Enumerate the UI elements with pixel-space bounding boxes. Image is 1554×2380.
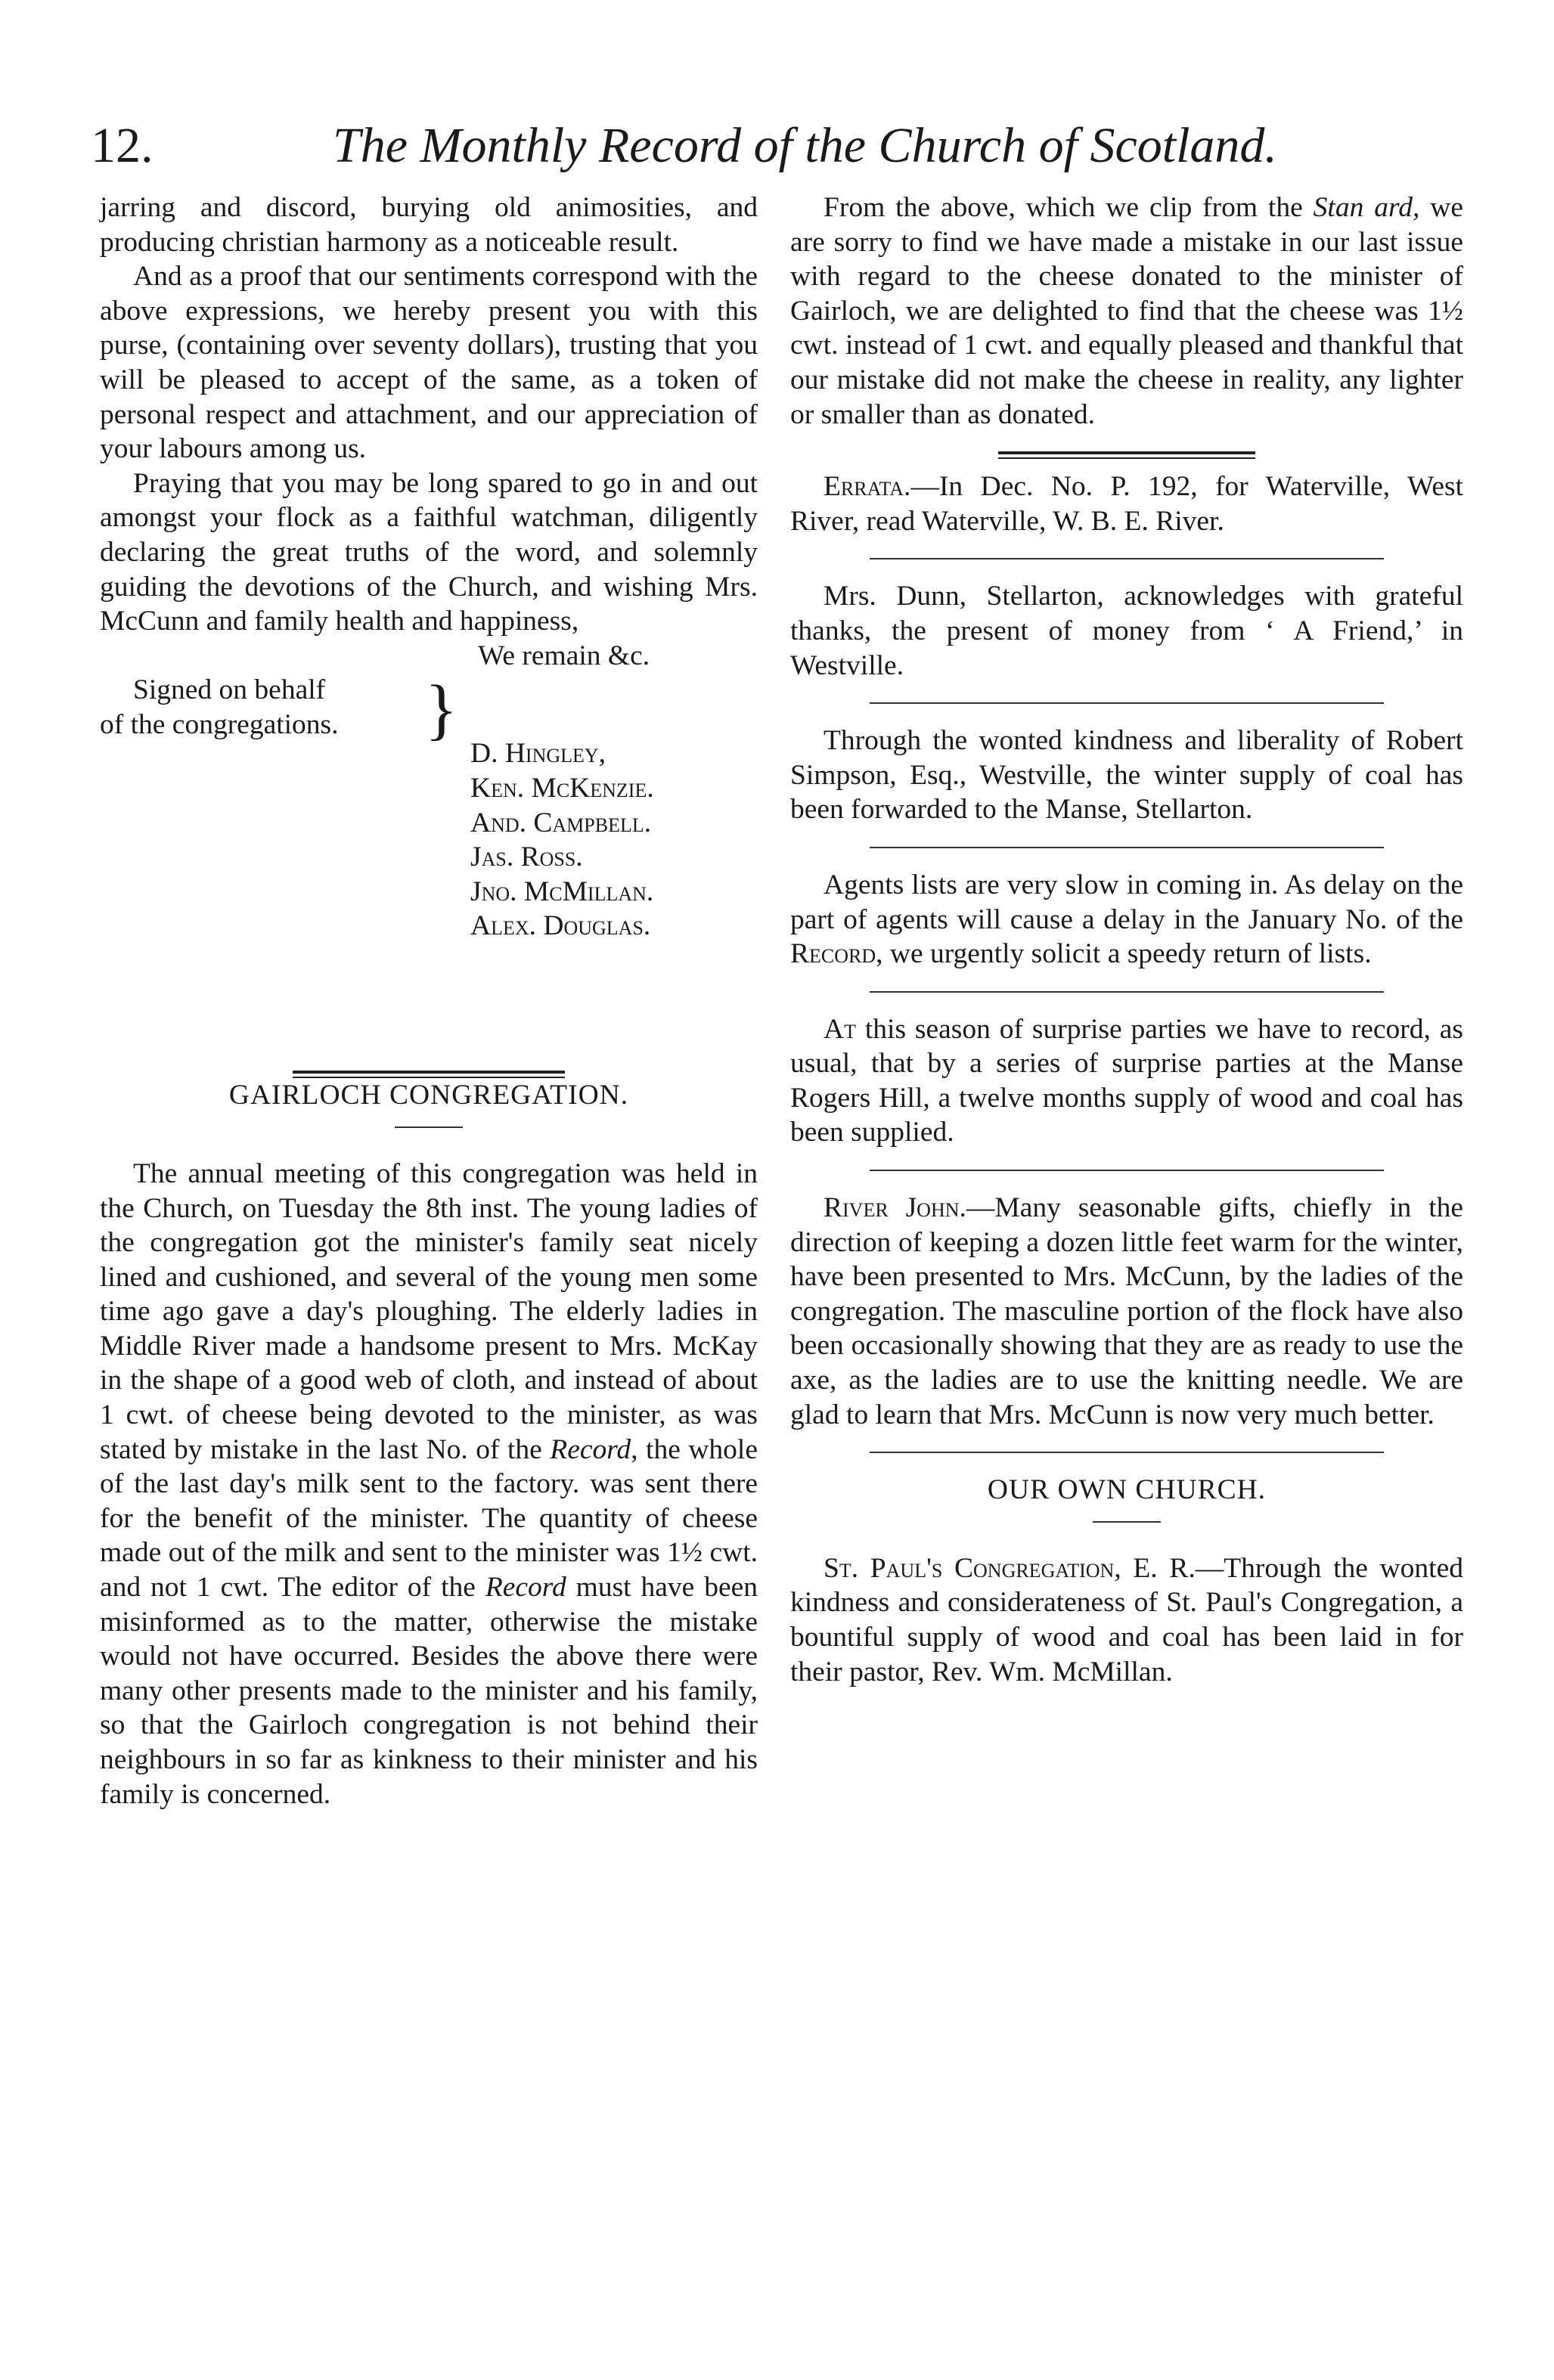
rule — [870, 558, 1384, 559]
our-own-church-heading: OUR OWN CHURCH. — [987, 1474, 1267, 1506]
surprise-parties-notice: At this season of surprise parties we have to record, as usual, that by a series of surprise parties at the Manse Rogers Hill, a twelve months supply of wood and coal has been supplied. — [790, 1013, 1463, 1148]
left-column — [100, 191, 758, 1811]
journal-title: The Monthly Record of the Church of Scotland. — [333, 118, 1277, 173]
signatory: Jno. McMillan. — [470, 875, 654, 907]
brace-symbol: } — [425, 672, 458, 748]
river-john-notice: River John.—Many seasonable gifts, chiefly in the direction of keeping a dozen little feet warm for the winter, have been presented to Mrs. McCunn, by the ladies of the congregation. The masculine portion of the flock have also been occasionally showing that they are as ready to use the axe, as the ladies are to use the knitting needle. We are glad to learn that Mrs. McCunn is now very much better. — [790, 1192, 1464, 1430]
standard-correction: From the above, which we clip from the Stan ard, we are sorry to find we have made a mistake in our last issue with regard to the cheese donated to the minister of Gairloch, we are delighted to find that the cheese was 1½ cwt. instead of 1 cwt. and equally pleased and thankful that our mistake did not make the cheese in reality, any lighter or smaller than as donated. — [790, 192, 1463, 430]
gairloch-article: The annual meeting of this congregation was held in the Church, on Tuesday the 8th inst. The young ladies of the congregation got the minister's family seat nicely lined and cushioned, and several of the young men some time ago gave a day's ploughing. The elderly ladies in Middle River made a handsome present to Mrs. McKay in the shape of a good web of cloth, and instead of about 1 cwt. of cheese being devoted to the minister, as was stated by mistake in the last No. of the Record, the whole of the last day's milk sent to the factory. was sent there for the benefit of the minister. The quantity of cheese made out of the milk and sent to the minister was 1½ cwt. and not 1 cwt. The editor of the Record must have been misinformed as to the matter, otherwise the mistake would not have occurred. Besides the above there were many other presents made to the minister and his family, so that the Gairloch congregation is not behind their neighbours in so far as kinkness to their minister and his family is concerned. — [100, 1157, 758, 1810]
st-pauls-notice: St. Paul's Congregation, E. R.—Through the wonted kindness and considerateness of St. Paul's Congregation, a bountiful supply of wood and coal has been laid in for their pastor, Rev. Wm. McMillan. — [790, 1552, 1463, 1687]
errata-notice: Errata.—In Dec. No. P. 192, for Waterville, West River, read Waterville, W. B. E. River. — [790, 471, 1463, 537]
closing-line: We remain &c. — [478, 640, 650, 671]
rule — [870, 702, 1384, 704]
right-column — [790, 191, 1463, 1689]
address-paragraph-2: And as a proof that our sentiments correspond with the above expressions, we hereby present you with this purse, (containing over seventy dollars), trusting that you will be pleased to accept of the same, as a token of personal respect and attachment, and our appreciation of your labours among us. — [100, 261, 758, 465]
simpson-notice: Through the wonted kindness and liberality of Robert Simpson, Esq., Westville, the winter supply of coal has been forwarded to the Manse, Stellarton. — [790, 725, 1463, 826]
rule — [870, 1452, 1384, 1453]
page-number: 12. — [91, 118, 154, 173]
address-paragraph-3: Praying that you may be long spared to go in and out amongst your flock as a faithful watchman, diligently declaring the great truths of the word, and solemnly guiding the devotions of the Church, and wishing Mrs. McCunn and family health and happiness, — [100, 467, 758, 637]
signatory: And. Campbell. — [470, 807, 652, 838]
rule — [870, 991, 1384, 993]
signatory: D. Hingley, — [470, 738, 606, 770]
agents-notice: Agents lists are very slow in coming in. As delay on the part of agents will cause a delay in the January No. of the Record, we urgently solicit a speedy return of lists. — [790, 869, 1463, 970]
signatory-list — [470, 736, 773, 944]
address-paragraph-1: jarring and discord, burying old animosities, and producing christian harmony as a noticeable result. — [100, 192, 758, 258]
rule — [870, 1170, 1384, 1171]
short-rule — [1093, 1521, 1161, 1523]
double-rule — [293, 1071, 565, 1078]
signatory: Jas. Ross. — [470, 841, 583, 873]
gairloch-heading: GAIRLOCH CONGREGATION. — [228, 1080, 629, 1111]
signed-on-behalf: Signed on behalf of the congregations. — [100, 674, 339, 740]
dunn-notice: Mrs. Dunn, Stellarton, acknowledges with grateful thanks, the present of money from ‘ A Friend,’ in Westville. — [790, 581, 1463, 681]
signatory: Ken. McKenzie. — [470, 772, 654, 804]
short-rule — [395, 1126, 463, 1128]
signature-block — [100, 673, 758, 1051]
rule — [870, 847, 1384, 848]
page-header — [91, 112, 1301, 180]
signatory: Alex. Douglas. — [470, 910, 651, 942]
double-rule — [998, 451, 1255, 459]
